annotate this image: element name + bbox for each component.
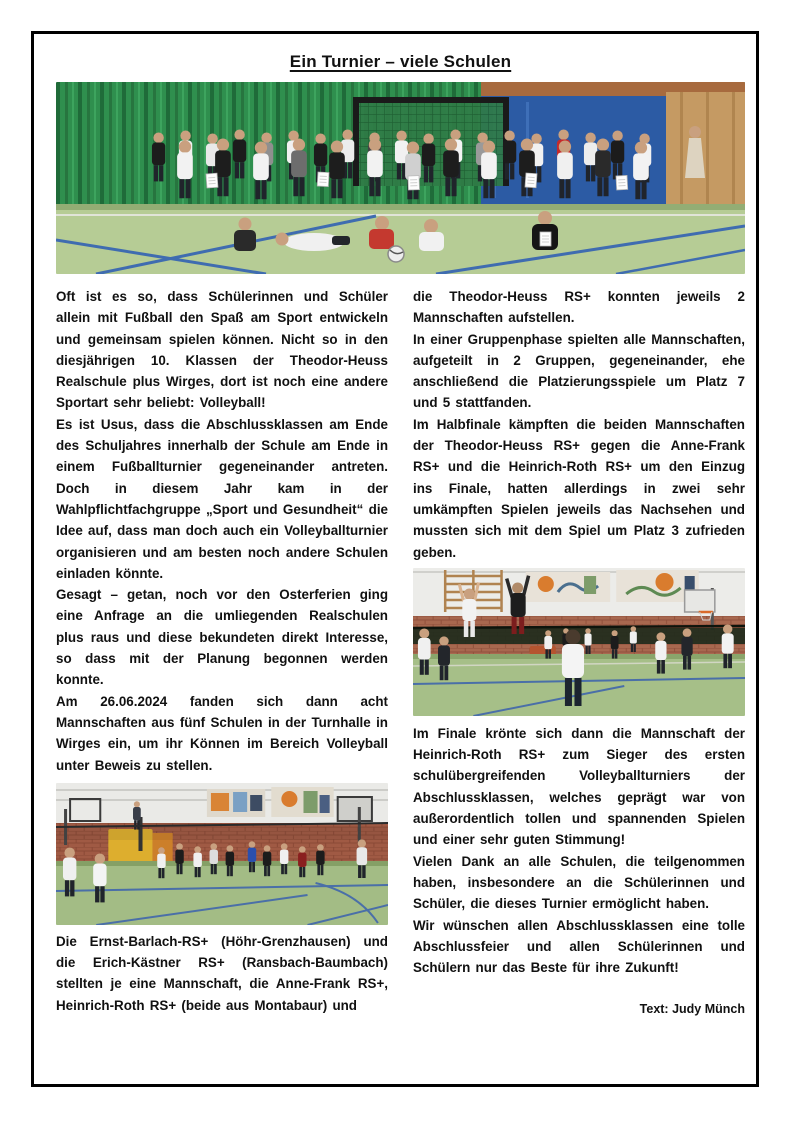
- page-title: Ein Turnier – viele Schulen: [289, 52, 512, 71]
- paragraph: Im Halbfinale kämpften die beiden Mannschaften der Theodor-Heuss RS+ gegen die Anne-Frank RS+ und die Heinrich-Roth RS+ um den Einzug ins Finale, hatten allerdings in zwei sehr umkämpften Spielen jeweils das Nachsehen und mussten sich mit dem Spiel um Platz 3 zufrieden geben.: [413, 416, 745, 560]
- group-photo-gym: [56, 82, 745, 274]
- right-column: [413, 286, 745, 1016]
- final-match-photo: [413, 568, 745, 716]
- paragraph: Oft ist es so, dass Schülerinnen und Schüler allein mit Fußball den Spaß am Sport entwickeln und gemeinsam spielen können. Nicht so in den diesjährigen 10. Klassen der Theodor-Heuss Realschule plus Wirges, dort ist noch eine andere Sportart sehr beliebt: Volleyball!: [56, 289, 388, 411]
- page-content: [56, 52, 745, 1016]
- paragraph: die Theodor-Heuss RS+ konnten jeweils 2 Mannschaften aufstellen.: [413, 289, 745, 326]
- paragraph: Am 26.06.2024 fanden sich dann acht Mannschaften aus fünf Schulen in der Turnhalle in Wirges ein, um ihr Können im Bereich Volleyball unter Beweis zu stellen.: [56, 693, 388, 773]
- paragraph: Im Finale krönte sich dann die Mannschaft der Heinrich-Roth RS+ zum Sieger des ersten schulübergreifenden Volleyballturniers der Abschlussklassen, welches geprägt war von außerordentlich tollen und spannenden Spielen und einer sehr guten Stimmung!: [413, 725, 745, 848]
- paragraph: Es ist Usus, dass die Abschlussklassen am Ende des Schuljahres innerhalb der Schule am Ende in einem Fußballturnier gegeneinander antreten. Doch in diesem Jahr kam in der Wahlpflichtfachgruppe „Sport und Gesundheit“ die Idee auf, dass man doch auch ein Volleyballturnier organisieren und am besten noch andere Schulen einladen könnte.: [56, 416, 388, 581]
- author-credit: Text: Judy Münch: [639, 1002, 745, 1017]
- paragraph: In einer Gruppenphase spielten alle Mannschaften, aufgeteilt in 2 Gruppen, gegeneinander, ehe anschließend die Platzierungsspiele um Platz 7 und 5 stattfanden.: [413, 331, 745, 411]
- paragraph: Gesagt – getan, noch vor den Osterferien ging eine Anfrage an die umliegenden Realschulen plus raus und diese bekundeten direkt Interesse, so dass mit der Planung begonnen werden konnte.: [56, 587, 388, 688]
- paragraph: Die Ernst-Barlach-RS+ (Höhr-Grenzhausen) und die Erich-Kästner RS+ (Ransbach-Baumbach) stellten je eine Mannschaft, die Anne-Frank RS+, Heinrich-Roth RS+ (beide aus Montabaur) und: [56, 933, 388, 1013]
- volleyball-match-photo: [56, 783, 388, 925]
- two-column-body: [56, 286, 745, 1016]
- paragraph: Vielen Dank an alle Schulen, die teilgenommen haben, insbesondere an die Schülerinnen und Schüler, die dieses Turnier ermöglicht haben.: [413, 853, 745, 912]
- paragraph: Wir wünschen allen Abschlussklassen eine tolle Abschlussfeier und allen Schülerinnen und Schülern nur das Beste für ihre Zukunft!: [413, 917, 745, 976]
- left-column: [56, 286, 388, 1016]
